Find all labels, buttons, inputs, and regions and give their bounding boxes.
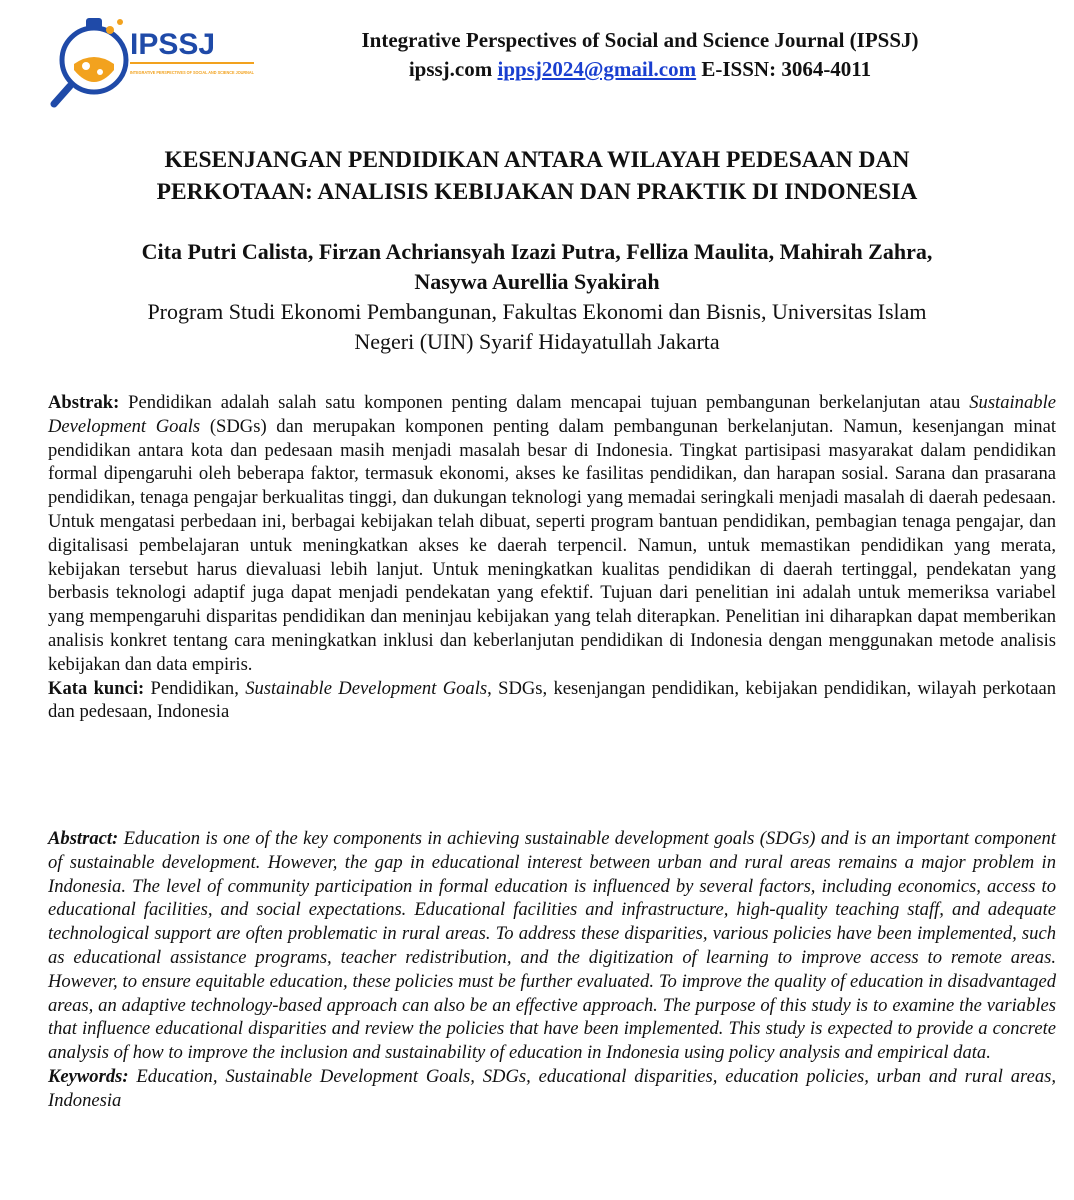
authors-line: Cita Putri Calista, Firzan Achriansyah Izazi Putra, Felliza Maulita, Mahirah Zahra, bbox=[141, 239, 933, 264]
abstract-label: Abstract: bbox=[48, 828, 119, 849]
affiliation-line: Negeri (UIN) Syarif Hidayatullah Jakarta bbox=[354, 329, 720, 354]
kata-kunci-text-a: Pendidikan, bbox=[144, 677, 246, 699]
abstrak-paragraph bbox=[48, 391, 1056, 677]
journal-info bbox=[260, 26, 1020, 84]
abstrak-text-b: (SDGs) dan merupakan komponen penting dalam pembangunan berkelanjutan. Namun, kesenjangan minat pendidikan antara kota dan pedesaan masih menjadi masalah besar di Indonesia. Tingkat partisipasi masyarakat dalam pendidikan formal dipengaruhi oleh beberapa faktor, termasuk ekonomi, akses ke fasilitas pendidikan, dan harapan sosial. Sarana dan prasarana pendidikan, tenaga pengajar berkualitas tinggi, dan dukungan teknologi yang memadai seringkali menjadi masalah di daerah pedesaan. Untuk mengatasi perbedaan ini, berbagai kebijakan telah dibuat, seperti program bantuan pendidikan, pembagian tenaga pengajar, dan digitalisasi pembelajaran untuk meningkatkan akses ke daerah terpencil. Namun, untuk memastikan pendidikan yang merata, kebijakan tersebut harus dievaluasi lebih lanjut. Untuk meningkatkan kualitas pendidikan di daerah tertinggal, pendekatan yang berbasis teknologi adaptif juga dapat menjadi pendekatan yang efektif. Tujuan dari penelitian ini adalah untuk memeriksa variabel yang mempengaruhi disparitas pendidikan dan meninjau kebijakan yang telah diterapkan. Penelitian ini diharapkan dapat memberikan analisis konkret tentang cara meningkatkan inklusi dan keberlanjutan pendidikan di Indonesia dengan menggunakan metode analisis kebijakan dan data empiris. bbox=[48, 415, 1056, 675]
affiliation bbox=[50, 297, 1024, 357]
keywords-label: Keywords: bbox=[48, 1065, 129, 1087]
journal-site: ipssj.com bbox=[408, 57, 493, 81]
author-list bbox=[50, 237, 1024, 297]
authors-line: Nasywa Aurellia Syakirah bbox=[414, 269, 660, 294]
keywords-paragraph bbox=[48, 1065, 1056, 1113]
title-line: KESENJANGAN PENDIDIKAN ANTARA WILAYAH PEDESAAN DAN bbox=[164, 147, 910, 173]
journal-issn: E-ISSN: 3064-4011 bbox=[701, 57, 872, 81]
kata-kunci-paragraph bbox=[48, 677, 1056, 725]
paper-title bbox=[60, 144, 1014, 208]
abstrak-text-a: Pendidikan adalah salah satu komponen penting dalam mencapai tujuan pembangunan berkelanjutan atau bbox=[119, 392, 970, 413]
kata-kunci-italic-term: Sustainable Development Goals bbox=[245, 677, 488, 699]
abstrak-italic-term: Sustainable Development Goals bbox=[48, 392, 1056, 437]
journal-name: Integrative Perspectives of Social and Science Journal (IPSSJ) bbox=[361, 28, 919, 52]
ipssj-logo bbox=[50, 10, 260, 108]
kata-kunci-text-b: , SDGs, kesenjangan pendidikan, kebijakan pendidikan, wilayah perkotaan dan pedesaan, Indonesia bbox=[48, 677, 1057, 723]
abstract-text: Education is one of the key components in achieving sustainable development goals (SDGs) and is an important component of sustainable development. However, the gap in educational interest between urban and rural areas remains a major problem in Indonesia. The level of community participation in formal education is influenced by several factors, including economics, access to educational facilities, and social expectations. Educational facilities and infrastructure, high-quality teaching staff, and adequate technological support are often problematic in rural areas. To address these disparities, various policies have been implemented, such as educational assistance programs, teacher redistribution, and the digitization of learning to improve access to remote areas. However, to ensure equitable education, these policies must be further evaluated. To improve the quality of education in disadvantaged areas, an adaptive technology-based approach can also be an effective approach. The purpose of this study is to examine the variables that influence educational disparities and review the policies that have been implemented. This study is expected to provide a concrete analysis of how to improve the inclusion and sustainability of education in Indonesia using policy analysis and empirical data. bbox=[48, 828, 1056, 1064]
kata-kunci-label: Kata kunci: bbox=[48, 677, 145, 699]
journal-contact bbox=[260, 55, 1020, 84]
title-line: PERKOTAAN: ANALISIS KEBIJAKAN DAN PRAKTIK DI INDONESIA bbox=[156, 179, 918, 205]
abstrak-section bbox=[48, 391, 1056, 724]
abstrak-label: Abstrak: bbox=[48, 392, 120, 413]
journal-email-link[interactable]: ippsj2024@gmail.com bbox=[497, 57, 697, 81]
abstract-section bbox=[48, 827, 1056, 1113]
abstract-paragraph bbox=[48, 827, 1056, 1065]
affiliation-line: Program Studi Ekonomi Pembangunan, Fakultas Ekonomi dan Bisnis, Universitas Islam bbox=[147, 299, 927, 324]
journal-header bbox=[0, 0, 1074, 110]
logo-subtext: INTEGRATIVE PERSPECTIVES OF SOCIAL AND SCIENCE JOURNAL bbox=[130, 70, 255, 75]
logo-wordmark: IPSSJ bbox=[130, 28, 216, 61]
keywords-text: Education, Sustainable Development Goals, SDGs, educational disparities, education policies, urban and rural areas, Indonesia bbox=[48, 1065, 1056, 1111]
